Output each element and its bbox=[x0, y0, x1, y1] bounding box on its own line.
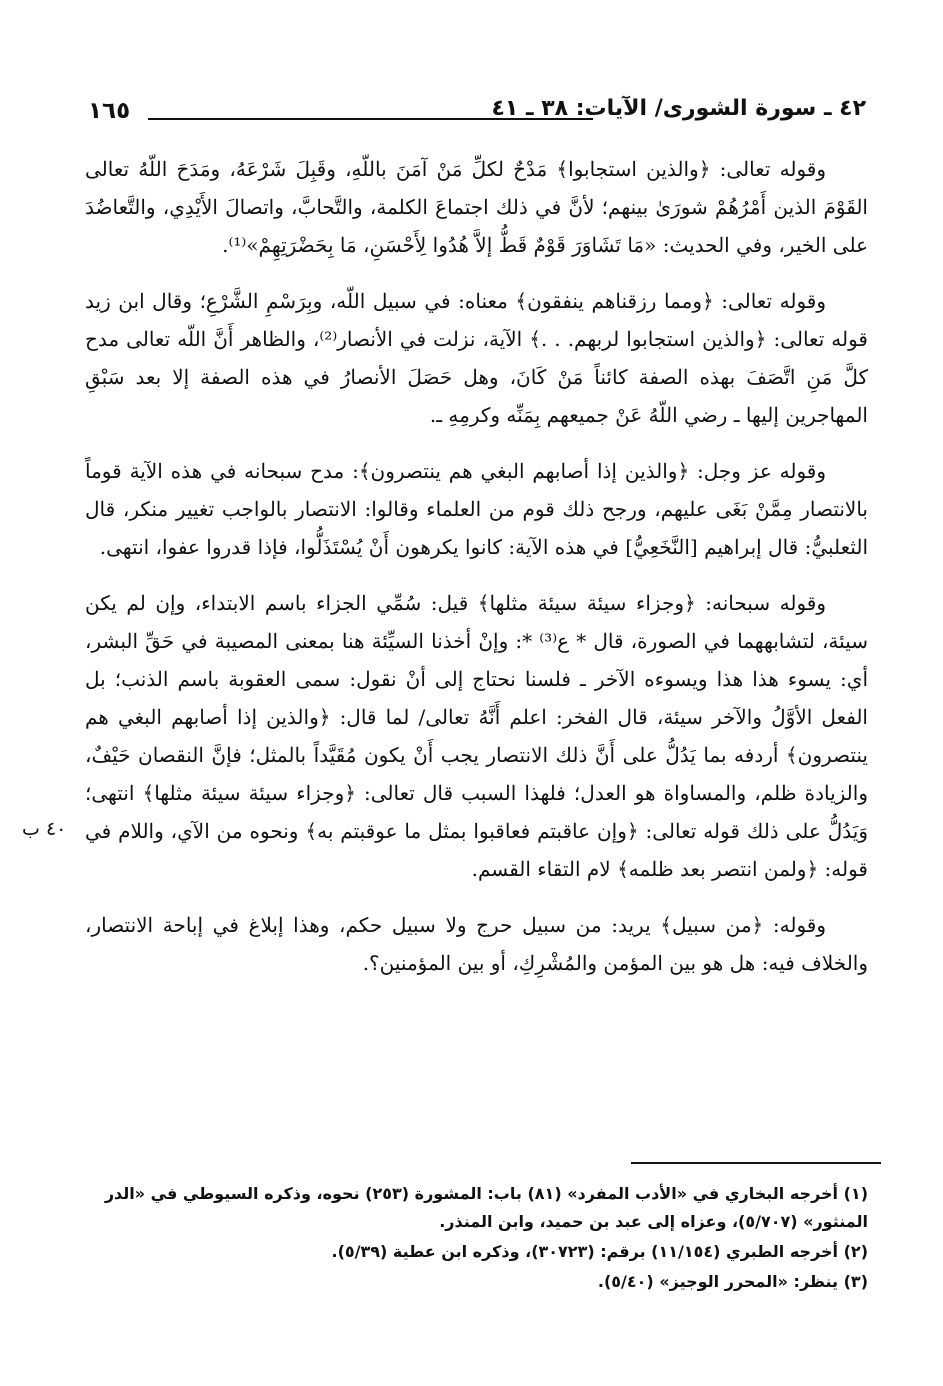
paragraph: وقوله عز وجل: ﴿والذين إذا أصابهم البغي هم ينتصرون﴾: مدح سبحانه في هذه الآية قوماً بالانتصار مِمَّنْ بَغَى عليهم، ورجح ذلك قوم من العلماء وقالوا: الانتصار بالواجب تغيير منكر، قال الثعلبيُّ: قال إبراهيم [النَّخَعِيُّ] في هذه الآية: كانوا يكرهون أَنْ يُسْتَذَلُّوا، فإذا قدروا عفوا، انتهى. bbox=[85, 459, 868, 559]
paragraph: وقوله سبحانه: ﴿وجزاء سيئة سيئة مثلها﴾ قيل: سُمِّي الجزاء باسم الابتداء، وإن لم يكن سيئة، لتشابههما في الصورة، قال * ع⁽³⁾ *: وإنْ أخذنا السيِّئة هنا بمعنى المصيبة في حَقِّ البشر، أي: يسوء هذا هذا ويسوءه الآخر ـ فلسنا نحتاج إلى أنْ نقول: سمى العقوبة باسم الذنب؛ بل الفعل الأوَّلُ والآخر سيئة، قال الفخر: اعلم أَنَّهُ تعالى/ لما قال: ﴿والذين إذا أصابهم البغي هم ينتصرون﴾ أردفه بما يَدُلُّ على أَنَّ ذلك الانتصار يجب أَنْ يكون مُقَيَّداً بالمثل؛ فإنَّ النقصان حَيْفٌ، والزيادة ظلم، والمساواة هو العدل؛ فلهذا السبب قال تعالى: ﴿وجزاء سيئة سيئة مثلها﴾ انتهى؛ وَيَدُلُّ على ذلك قوله تعالى: ﴿وإن عاقبتم فعاقبوا بمثل ما عوقبتم به﴾ ونحوه من الآي، واللام في قوله: ﴿ولمن انتصر بعد ظلمه﴾ لام التقاء القسم. bbox=[85, 591, 868, 881]
paragraph: وقوله تعالى: ﴿ومما رزقناهم ينفقون﴾ معناه: في سبيل اللّه، وبِرَسْمِ الشَّرْعِ؛ وقال ابن زيد قوله تعالى: ﴿والذين استجابوا لربهم. . .﴾ الآية، نزلت في الأنصار⁽²⁾، والظاهر أَنَّ اللّه تعالى مدح كلَّ مَنِ اتَّصَفَ بهذه الصفة كائناً مَنْ كَانَ، وهل حَصَلَ الأنصارُ في هذه الصفة إلا بعد سَبْقِ المهاجرين إليها ـ رضي اللّهُ عَنْ جميعهم بِمَنِّه وكرمِهِ ـ. bbox=[85, 289, 868, 427]
margin-folio-note: ٤٠ ب bbox=[22, 818, 67, 840]
footnotes bbox=[85, 1180, 868, 1298]
paragraph: وقوله: ﴿من سبيل﴾ يريد: من سبيل حرج ولا سبيل حكم، وهذا إبلاغ في إباحة الانتصار، والخلاف فيه: هل هو بين المؤمن والمُشْرِكِ، أو بين المؤمنين؟. bbox=[85, 913, 868, 975]
header-title: ٤٢ ـ سورة الشورى/ الآيات: ٣٨ ـ ٤١ bbox=[491, 96, 866, 121]
footnote-separator bbox=[631, 1162, 881, 1164]
footnote: (٣) ينظر: «المحرر الوجيز» (٥/٤٠). bbox=[597, 1272, 868, 1291]
paragraph: وقوله تعالى: ﴿والذين استجابوا﴾ مَدْحٌ لكلِّ مَنْ آمَنَ باللّهِ، وقَبِلَ شَرْعَهُ، ومَدَحَ اللّهُ تعالى القَوْمَ الذين أَمْرُهُمْ شورَىٰ بينهم؛ لأنَّ في ذلك اجتماعَ الكلمة، والتَّحابَّ، واتصالَ الأَيْدِي، والتَّعاضُدَ على الخير، وفي الحديث: «مَا تَشَاوَرَ قَوْمٌ قَطُّ إلاَّ هُدُوا لِأَحْسَنِ، مَا بِحَضْرَتِهِمْ»⁽¹⁾. bbox=[85, 157, 868, 257]
main-text bbox=[85, 150, 868, 1000]
footnote: (١) أخرجه البخاري في «الأدب المفرد» (٨١) باب: المشورة (٢٥٣) نحوه، وذكره السيوطي في «الدر المنثور» (٥/٧٠٧)، وعزاه إلى عبد بن حميد، وابن المنذر. bbox=[104, 1184, 868, 1231]
footnote: (٢) أخرجه الطبري (١١/١٥٤) برقم: (٣٠٧٢٣)، وذكره ابن عطية (٥/٣٩). bbox=[331, 1242, 868, 1261]
running-header bbox=[88, 96, 866, 136]
page-number: ١٦٥ bbox=[88, 98, 131, 124]
